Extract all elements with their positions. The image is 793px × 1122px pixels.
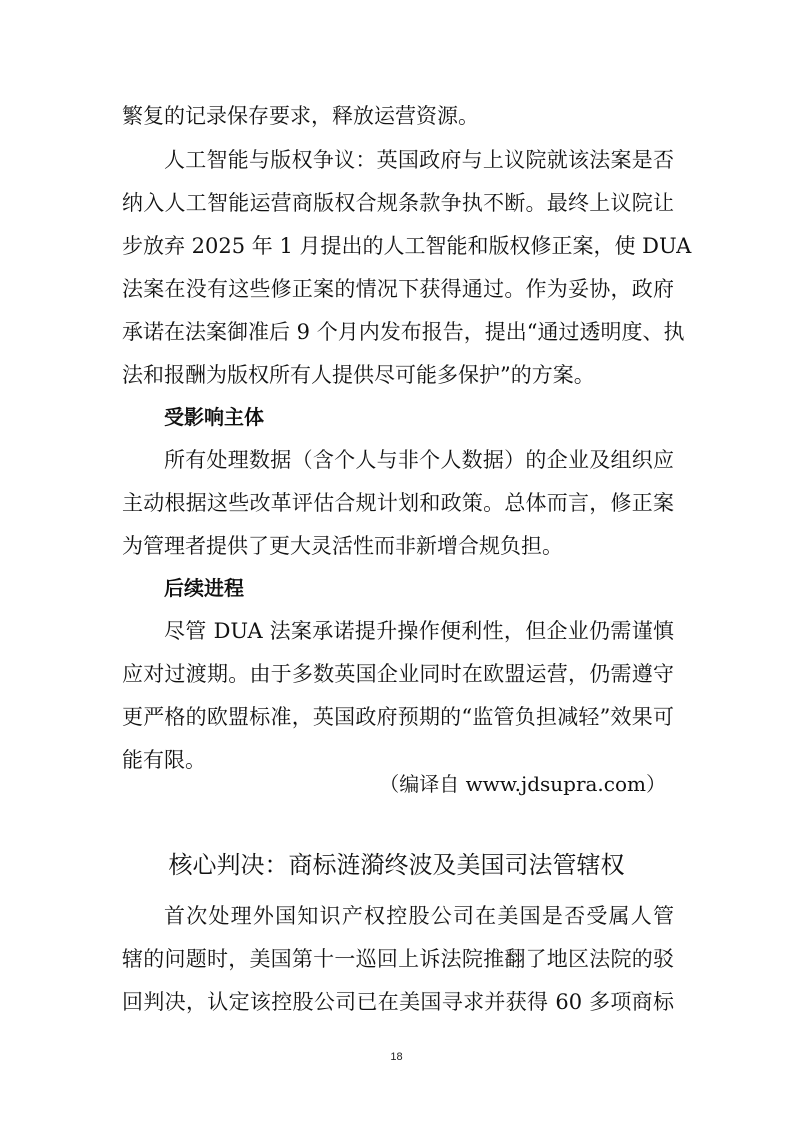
paragraph-line: 法和报酬为版权所有人提供尽可能多保护”的方案。 — [122, 363, 595, 387]
paragraph-line: 纳入人工智能运营商版权合规条款争执不断。最终上议院让 — [122, 191, 674, 215]
section-heading-affected: 受影响主体 — [164, 405, 264, 429]
source-attribution: （编译自 www.jdsupra.com） — [379, 772, 666, 796]
paragraph-line: 所有处理数据（含个人与非个人数据）的企业及组织应 — [164, 448, 674, 472]
paragraph-line: 承诺在法案御准后 9 个月内发布报告，提出“通过透明度、执 — [122, 320, 685, 344]
section-title: 核心判决：商标涟漪终波及美国司法管辖权 — [168, 851, 625, 879]
paragraph-line: 人工智能与版权争议：英国政府与上议院就该法案是否 — [164, 148, 674, 172]
paragraph-line: 回判决，认定该控股公司已在美国寻求并获得 60 多项商标 — [122, 990, 674, 1014]
paragraph-line: 能有限。 — [122, 748, 206, 772]
paragraph-line: 更严格的欧盟标准，英国政府预期的“监管负担减轻”效果可 — [122, 705, 674, 729]
page-number: 18 — [390, 1051, 403, 1063]
paragraph-line: 法案在没有这些修正案的情况下获得通过。作为妥协，政府 — [122, 277, 674, 301]
paragraph-line: 首次处理外国知识产权控股公司在美国是否受属人管 — [164, 904, 674, 928]
paragraph-line: 尽管 DUA 法案承诺提升操作便利性，但企业仍需谨慎 — [164, 619, 674, 643]
paragraph-line: 繁复的记录保存要求，释放运营资源。 — [122, 104, 479, 128]
section-heading-next: 后续进程 — [164, 576, 244, 600]
paragraph-line: 应对过渡期。由于多数英国企业同时在欧盟运营，仍需遵守 — [122, 662, 674, 686]
paragraph-line: 主动根据这些改革评估合规计划和政策。总体而言，修正案 — [122, 491, 674, 515]
paragraph-line: 为管理者提供了更大灵活性而非新增合规负担。 — [122, 534, 563, 558]
paragraph-line: 步放弃 2025 年 1 月提出的人工智能和版权修正案，使 DUA — [122, 234, 692, 258]
paragraph-line: 辖的问题时，美国第十一巡回上诉法院推翻了地区法院的驳 — [122, 947, 674, 971]
